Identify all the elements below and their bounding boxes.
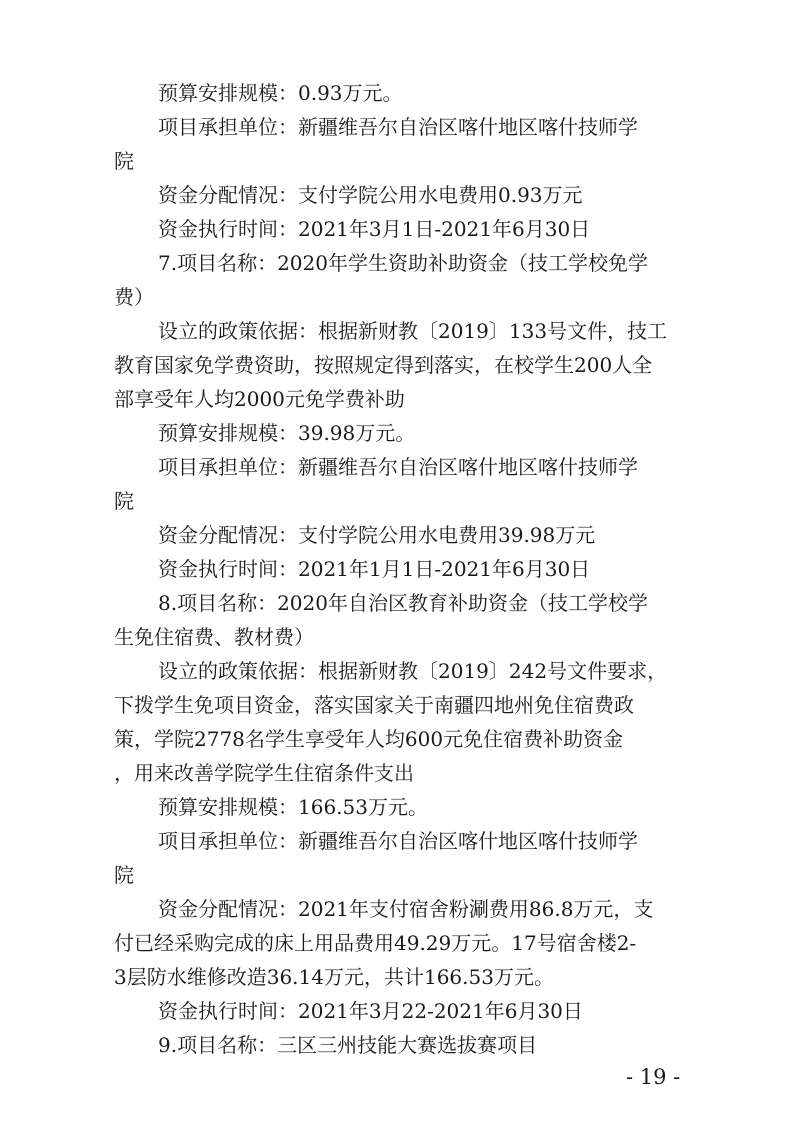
undertaking-unit-line: 项目承担单位：新疆维吾尔自治区喀什地区喀什技师学 <box>158 455 638 479</box>
policy-basis-cont-2: 策，学院2778名学生享受年人均600元免住宿费补助资金 <box>114 727 624 751</box>
undertaking-unit-cont: 院 <box>114 863 134 887</box>
fund-allocation-line: 资金分配情况：支付学院公用水电费用39.98万元 <box>158 523 596 547</box>
budget-scale-line: 预算安排规模：0.93万元。 <box>158 81 403 105</box>
page-number: - 19 - <box>626 1065 681 1089</box>
budget-scale-line: 预算安排规模：166.53万元。 <box>158 795 428 819</box>
project-8-title: 8.项目名称：2020年自治区教育补助资金（技工学校学 <box>158 591 648 615</box>
project-8-title-cont: 生免住宿费、教材费） <box>114 625 314 649</box>
budget-scale-line: 预算安排规模：39.98万元。 <box>158 421 416 445</box>
fund-allocation-line: 资金分配情况：支付学院公用水电费用0.93万元 <box>158 183 583 207</box>
fund-allocation-cont-2: 3层防水维修改造36.14万元，共计166.53万元。 <box>114 965 554 989</box>
fund-allocation-line: 资金分配情况：2021年支付宿舍粉涮费用86.8万元，支 <box>158 897 654 921</box>
policy-basis-line: 设立的政策依据：根据新财教〔2019〕242号文件要求， <box>158 659 668 683</box>
fund-execution-line: 资金执行时间：2021年3月1日-2021年6月30日 <box>158 217 591 241</box>
fund-allocation-cont-1: 付已经采购完成的床上用品费用49.29万元。17号宿舍楼2- <box>114 931 637 955</box>
policy-basis-cont-1: 下拨学生免项目资金，落实国家关于南疆四地州免住宿费政 <box>114 693 634 717</box>
project-7-title: 7.项目名称：2020年学生资助补助资金（技工学校免学 <box>158 251 648 275</box>
policy-basis-cont-3: ，用来改善学院学生住宿条件支出 <box>114 761 414 785</box>
undertaking-unit-cont: 院 <box>114 149 134 173</box>
undertaking-unit-line: 项目承担单位：新疆维吾尔自治区喀什地区喀什技师学 <box>158 829 638 853</box>
fund-execution-line: 资金执行时间：2021年1月1日-2021年6月30日 <box>158 557 591 581</box>
project-9-title: 9.项目名称：三区三州技能大赛选拔赛项目 <box>158 1033 538 1057</box>
fund-execution-line: 资金执行时间：2021年3月22-2021年6月30日 <box>158 999 583 1023</box>
policy-basis-cont-1: 教育国家免学费资助，按照规定得到落实，在校学生200人全 <box>114 353 653 377</box>
policy-basis-line: 设立的政策依据：根据新财教〔2019〕133号文件，技工 <box>158 319 668 343</box>
policy-basis-cont-2: 部享受年人均2000元免学费补助 <box>114 387 405 411</box>
undertaking-unit-line: 项目承担单位：新疆维吾尔自治区喀什地区喀什技师学 <box>158 115 638 139</box>
project-7-title-cont: 费） <box>114 285 154 309</box>
undertaking-unit-cont: 院 <box>114 489 134 513</box>
